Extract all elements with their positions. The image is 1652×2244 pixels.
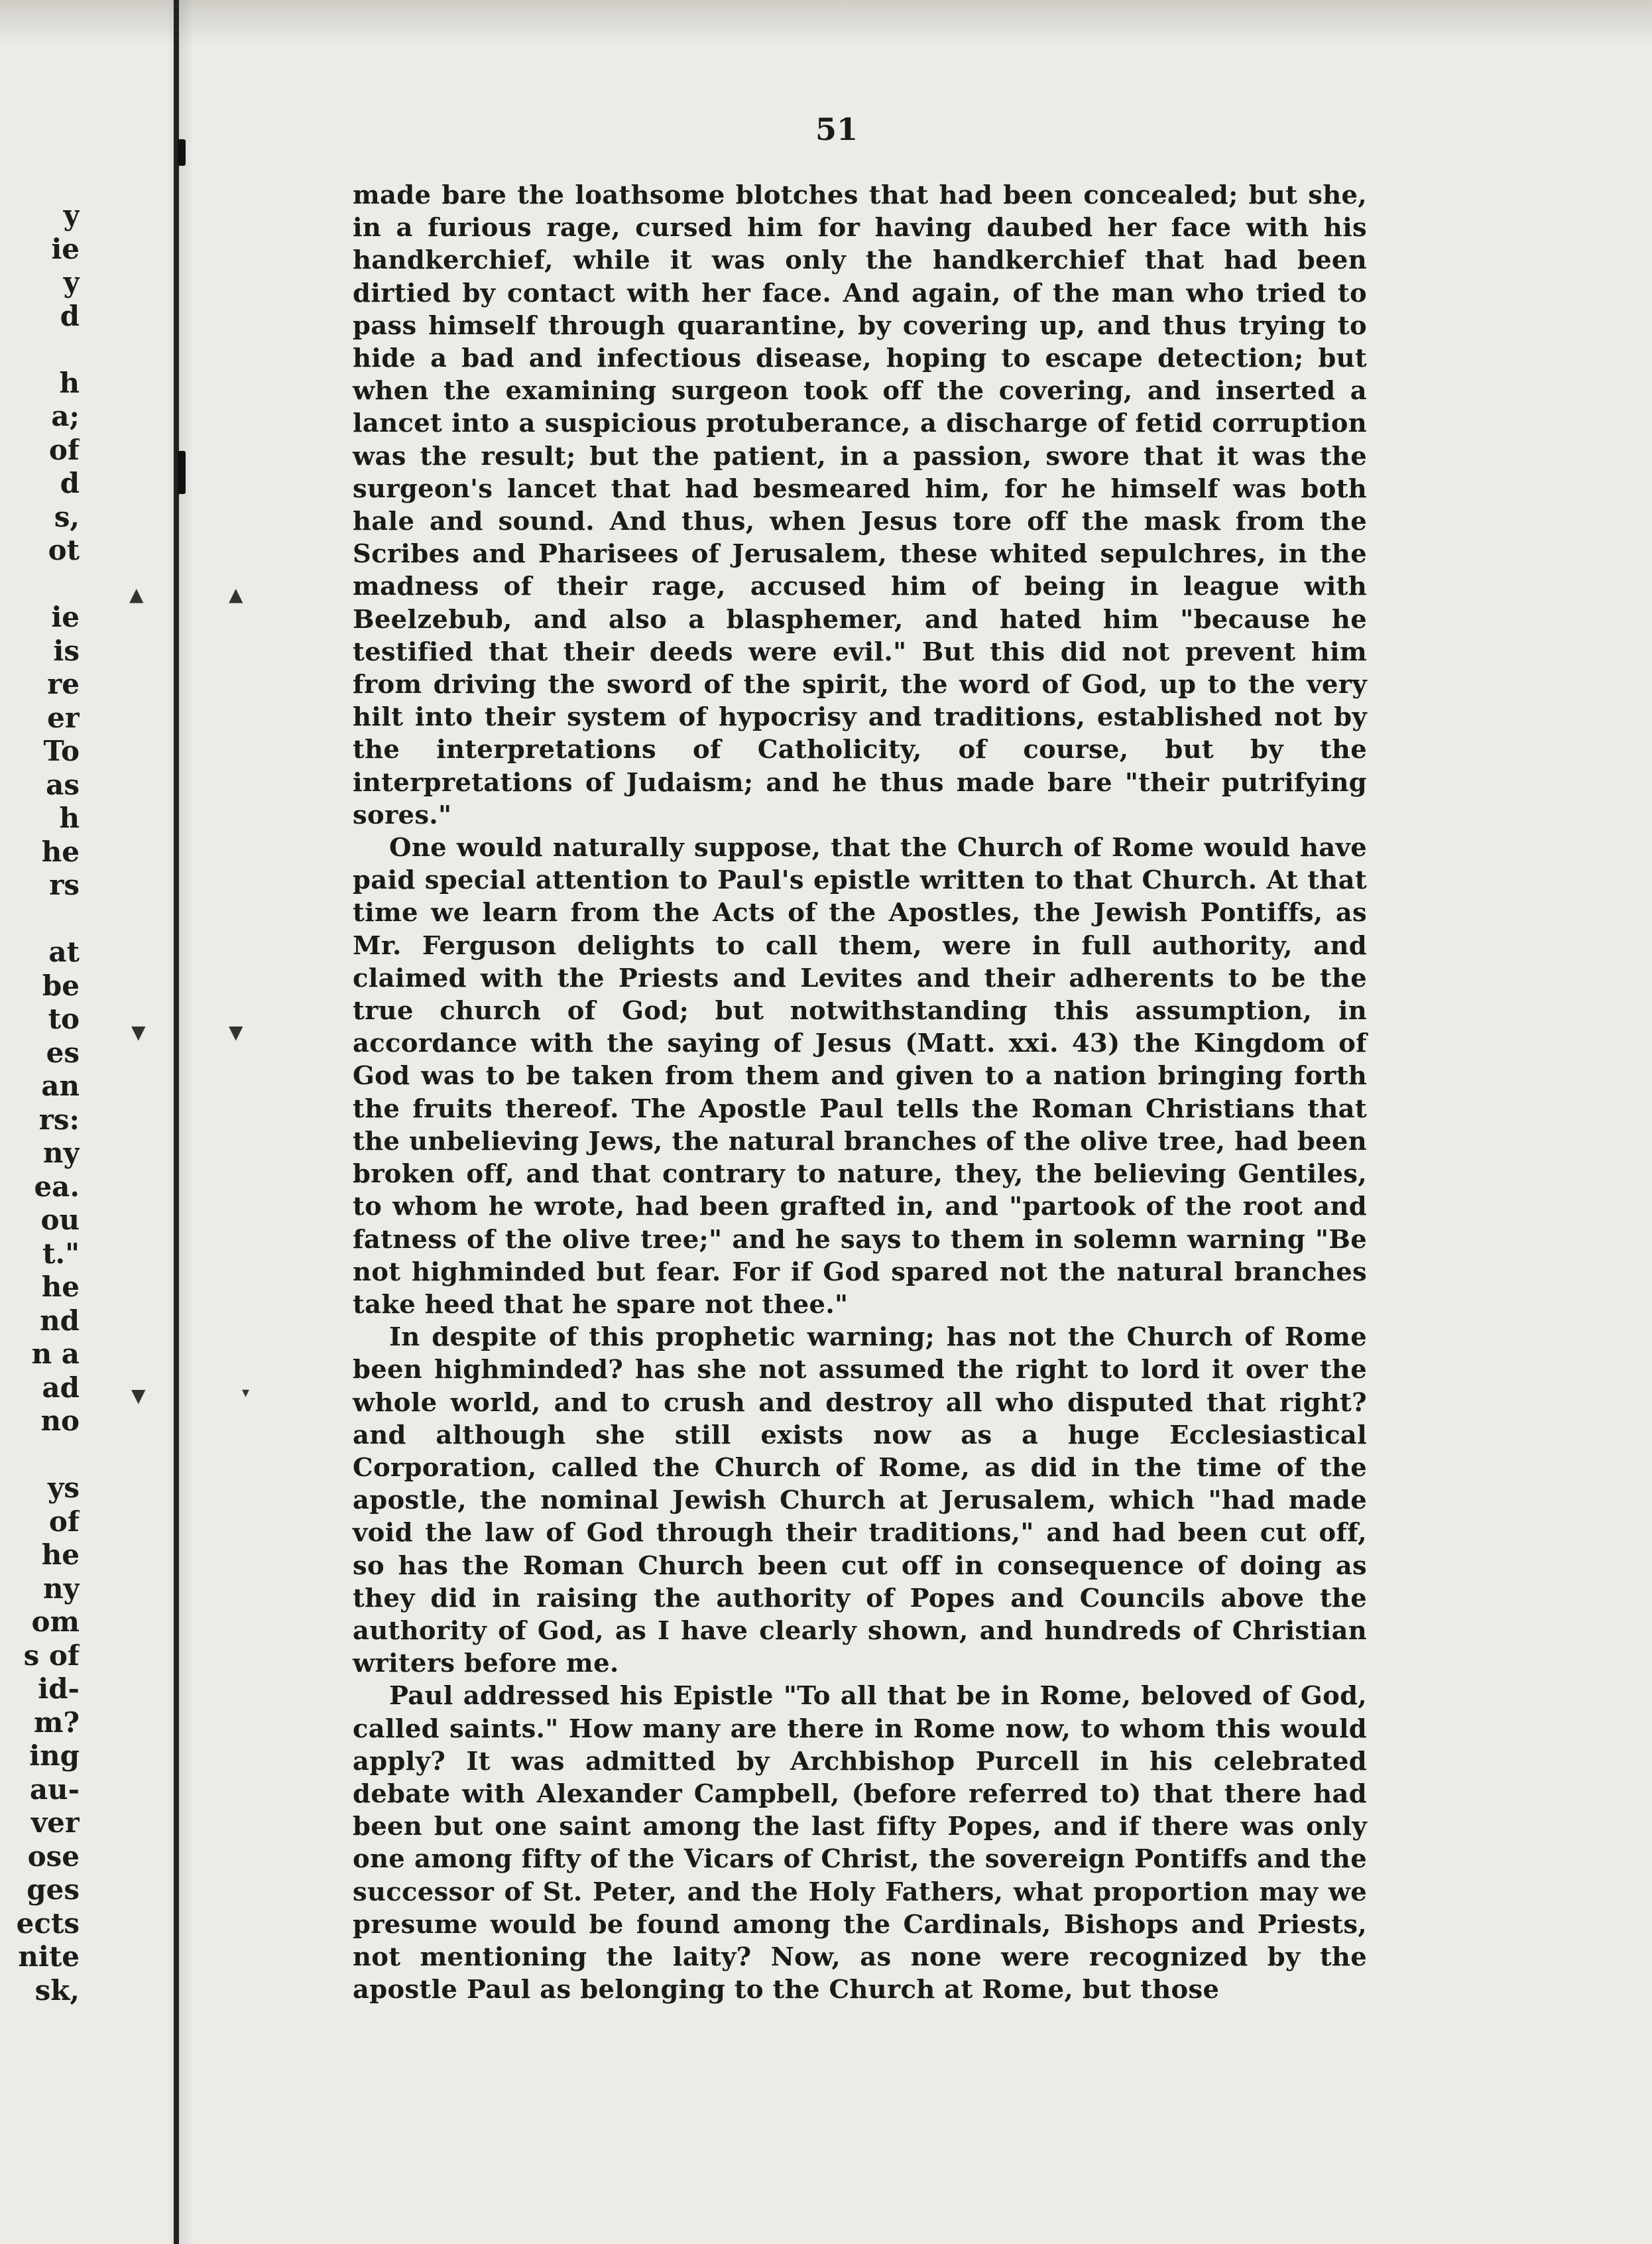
previous-page-fragment: is [53, 634, 80, 667]
previous-page-fragment: ing [29, 1739, 80, 1772]
scan-mark: ▲ [229, 584, 243, 605]
previous-page-fragment: nite [18, 1940, 80, 1973]
previous-page-fragment: s of [23, 1639, 80, 1672]
scan-top-shadow [0, 0, 1652, 46]
page-number: 51 [815, 111, 858, 147]
previous-page-fragment: n a [31, 1338, 80, 1370]
previous-page-fragment: ys [47, 1471, 80, 1504]
previous-page-fragment: ny [43, 1137, 80, 1169]
previous-page-edge-text [0, 199, 80, 2007]
previous-page-fragment: ad [42, 1371, 80, 1404]
previous-page-fragment: h [59, 366, 80, 399]
previous-page-fragment: an [41, 1070, 80, 1102]
binding-gutter-line [174, 0, 179, 2244]
previous-page-fragment: au- [29, 1773, 80, 1806]
previous-page-fragment: he [41, 1271, 80, 1303]
scan-mark: ▾ [242, 1385, 250, 1401]
previous-page-fragment: er [47, 701, 80, 734]
previous-page-fragment: nd [40, 1304, 80, 1337]
previous-page-fragment: as [46, 768, 80, 801]
previous-page-fragment: ects [16, 1906, 80, 1940]
previous-page-fragment: be [42, 969, 80, 1002]
previous-page-fragment: sk, [34, 1973, 80, 2007]
previous-page-fragment: y [63, 199, 80, 231]
previous-page-fragment: om [31, 1605, 80, 1638]
scan-mark [178, 451, 186, 494]
previous-page-fragment: a; [51, 400, 80, 432]
previous-page-fragment: he [41, 1538, 80, 1571]
previous-page-fragment: d [60, 299, 80, 332]
paragraph-1: made bare the loathsome blotches that had been concealed; but she, in a furious rage, cursed him for having daubed her face with his handkerchief, while it was only the handkerchief that had been dirtied by contact with her face. And again, of the man who tried to pass himself through quarantine, by covering up, and thus trying to hide a bad and infectious disease, hoping to escape detection; but when the examining surgeon took off the covering, and inserted a lancet into a suspicious protuberance, a discharge of fetid corruption was the result; but the patient, in a passion, swore that it was the surgeon's lancet that had besmeared him, for he himself was both hale and sound. And thus, when Jesus tore off the mask from the Scribes and Pharisees of Jerusalem, these whited sepulchres, in the madness of their rage, accused him of being in league with Beelzebub, and also a blasphemer, and hated him "because he testified that their deeds were evil." But this did not prevent him from driving the sword of the spirit, the word of God, up to the very hilt into their system of hypocrisy and traditions, established not by the interpretations of Catholicity, of course, but by the interpretations of Judaism; and he thus made bare "their putrifying sores." [353, 180, 1367, 830]
scan-mark: ▼ [131, 1021, 146, 1043]
previous-page-gap [0, 333, 80, 367]
previous-page-fragment: to [48, 1003, 80, 1035]
previous-page-fragment: rs [49, 869, 80, 901]
previous-page-fragment: ose [27, 1839, 80, 1873]
previous-page-fragment: re [47, 668, 80, 700]
paragraph-4: Paul addressed his Epistle "To all that be in Rome, beloved of God, called saints." How many are there in Rome now, to whom this would apply? It was admitted by Archbishop Purcell in his celebrated debate with Alexander Campbell, (before referred to) that there had been but one saint among the last fifty Popes, and if there was only one among fifty of the Vicars of Christ, the sovereign Pontiffs and the successor of St. Peter, and the Holy Fathers, what proportion may we presume would be found among the Cardinals, Bishops and Priests, not mentioning the laity? Now, as none were recognized by the apostle Paul as belonging to the Church at Rome, but those [353, 1681, 1367, 2005]
previous-page-fragment: ver [30, 1806, 80, 1839]
previous-page-fragment: es [46, 1036, 80, 1069]
previous-page-fragment: t." [42, 1237, 80, 1270]
previous-page-fragment: ie [51, 232, 80, 265]
previous-page-fragment: h [59, 802, 80, 834]
previous-page-fragment: y [63, 266, 80, 298]
paragraph-3: In despite of this prophetic warning; has not the Church of Rome been highminded? has she not assumed the right to lord it over the whole world, and to crush and destroy all who disputed that right? and although she still exists now as a huge Ecclesiastical Corporation, called the Church of Rome, as did in the time of the apostle, the nominal Jewish Church at Jerusalem, which "had made void the law of God through their traditions," and had been cut off, so has the Roman Church been cut off in consequence of doing as they did in raising the authority of Popes and Councils above the authority of God, as I have clearly shown, and hundreds of Christian writers before me. [353, 1322, 1367, 1679]
previous-page-fragment: of [48, 1505, 80, 1538]
previous-page-fragment: s, [54, 500, 80, 533]
previous-page-fragment: ot [48, 534, 80, 566]
previous-page-gap [0, 903, 80, 936]
previous-page-gap [0, 568, 80, 601]
previous-page-fragment: id- [38, 1672, 80, 1705]
previous-page-fragment: ie [51, 601, 80, 633]
scan-mark: ▲ [129, 584, 144, 605]
previous-page-fragment: ges [27, 1873, 80, 1906]
previous-page-fragment: m? [33, 1706, 80, 1739]
scan-mark: ▼ [229, 1021, 243, 1043]
previous-page-fragment: he [41, 835, 80, 868]
previous-page-fragment: d [60, 467, 80, 499]
previous-page-fragment: rs: [38, 1103, 80, 1136]
previous-page-fragment: no [40, 1404, 80, 1437]
previous-page-fragment: To [43, 735, 80, 767]
previous-page-fragment: of [48, 433, 80, 466]
previous-page-fragment: ou [40, 1204, 80, 1236]
binding-gutter-shadow [167, 0, 194, 2244]
previous-page-fragment: ny [43, 1572, 80, 1605]
scan-mark: ▼ [131, 1385, 146, 1406]
previous-page-fragment: at [48, 936, 80, 968]
previous-page-gap [0, 1438, 80, 1472]
page-body [353, 179, 1367, 2006]
previous-page-fragment: ea. [34, 1170, 80, 1203]
paragraph-2: One would naturally suppose, that the Church of Rome would have paid special attention to Paul's epistle written to that Church. At that time we learn from the Acts of the Apostles, the Jewish Pontiffs, as Mr. Ferguson delights to call them, were in full authority, and claimed with the Priests and Levites and their adherents to be the true church of God; but notwithstanding this assumption, in accordance with the saying of Jesus (Matt. xxi. 43) the Kingdom of God was to be taken from them and given to a nation bringing forth the fruits thereof. The Apostle Paul tells the Roman Christians that the unbelieving Jews, the natural branches of the olive tree, had been broken off, and that contrary to nature, they, the believing Gentiles, to whom he wrote, had been grafted in, and "partook of the root and fatness of the olive tree;" and he says to them in solemn warning "Be not highminded but fear. For if God spared not the natural branches take heed that he spare not thee." [353, 833, 1367, 1320]
scan-mark [178, 139, 186, 166]
